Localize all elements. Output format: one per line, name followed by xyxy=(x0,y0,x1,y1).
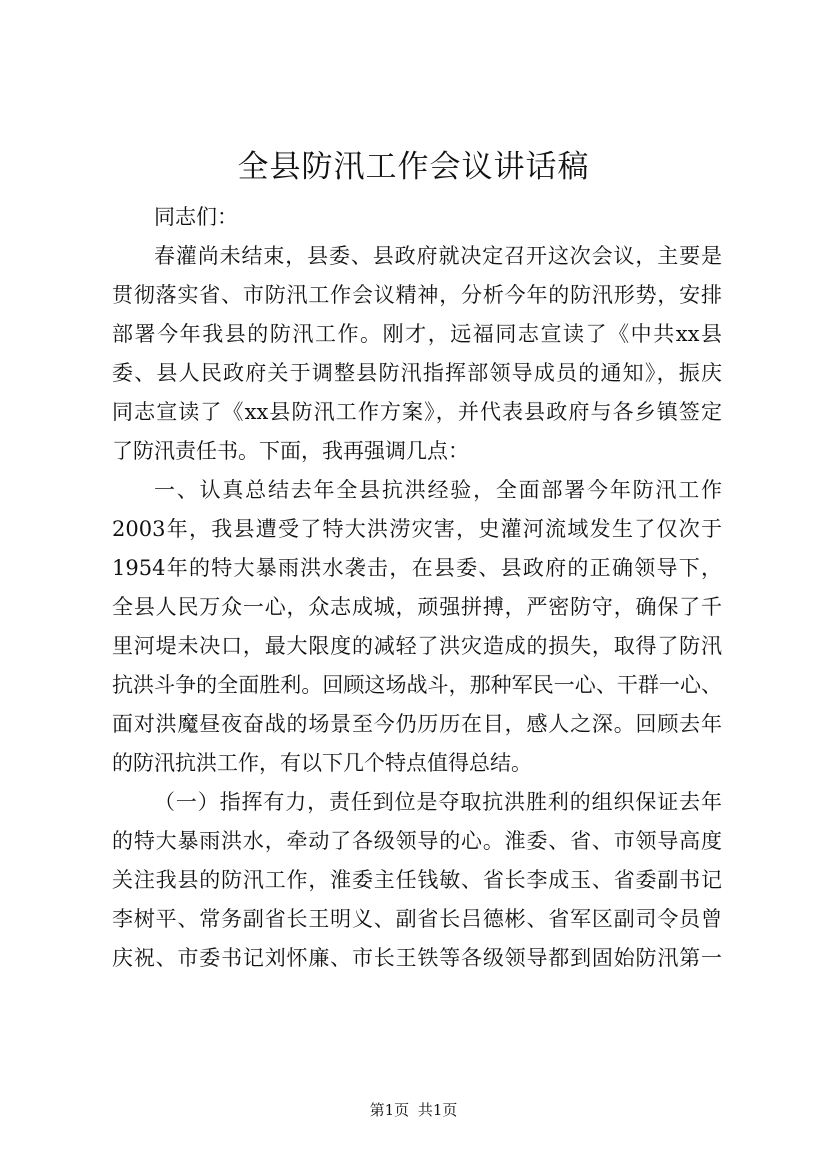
section-heading: 一、认真总结去年全县抗洪经验，全面部署今年防汛工作 xyxy=(154,478,722,502)
paragraph-line: 关注我县的防汛工作，淮委主任钱敏、省长李成玉、省委副书记 xyxy=(112,868,722,892)
paragraph-line: 的防汛抗洪工作，有以下几个特点值得总结。 xyxy=(112,751,532,775)
document-title: 全县防汛工作会议讲话稿 xyxy=(237,149,590,185)
paragraph-line: 的特大暴雨洪水，牵动了各级领导的心。淮委、省、市领导高度 xyxy=(112,829,722,853)
paragraph-line: 抗洪斗争的全面胜利。回顾这场战斗，那种军民一心、干群一心、 xyxy=(112,673,722,697)
paragraph-line: 委、县人民政府关于调整县防汛指挥部领导成员的通知》，振庆 xyxy=(112,361,722,385)
page-total: 共1页 xyxy=(417,1101,458,1119)
paragraph-line: 同志宣读了《xx县防汛工作方案》，并代表县政府与各乡镇签定 xyxy=(112,400,722,424)
paragraph-line: 李树平、常务副省长王明义、副省长吕德彬、省军区副司令员曾 xyxy=(112,907,722,931)
page-footer xyxy=(0,1100,827,1120)
paragraph-line: 面对洪魔昼夜奋战的场景至今仍历历在目，感人之深。回顾去年 xyxy=(112,712,722,736)
paragraph-line: 1954年的特大暴雨洪水袭击，在县委、县政府的正确领导下， xyxy=(112,556,722,580)
paragraph-line: 贯彻落实省、市防汛工作会议精神，分析今年的防汛形势，安排 xyxy=(112,283,722,307)
page-number: 第1页 xyxy=(369,1101,410,1119)
paragraph-line: 部署今年我县的防汛工作。刚才，远福同志宣读了《中共xx县 xyxy=(112,322,722,346)
paragraph-line: 2003年，我县遭受了特大洪涝灾害，史灌河流域发生了仅次于 xyxy=(112,517,722,541)
paragraph-line: 全县人民万众一心，众志成城，顽强拼搏，严密防守，确保了千 xyxy=(112,595,722,619)
paragraph-line: 庆祝、市委书记刘怀廉、市长王铁等各级领导都到固始防汛第一 xyxy=(112,946,722,970)
paragraph-line: 了防汛责任书。下面，我再强调几点： xyxy=(112,439,469,463)
subsection-line: （一）指挥有力，责任到位是夺取抗洪胜利的组织保证去年 xyxy=(154,790,722,814)
paragraph-line: 春灌尚未结束，县委、县政府就决定召开这次会议，主要是 xyxy=(154,244,722,268)
paragraph-line: 里河堤未决口，最大限度的减轻了洪灾造成的损失，取得了防汛 xyxy=(112,634,722,658)
salutation: 同志们： xyxy=(154,205,238,229)
